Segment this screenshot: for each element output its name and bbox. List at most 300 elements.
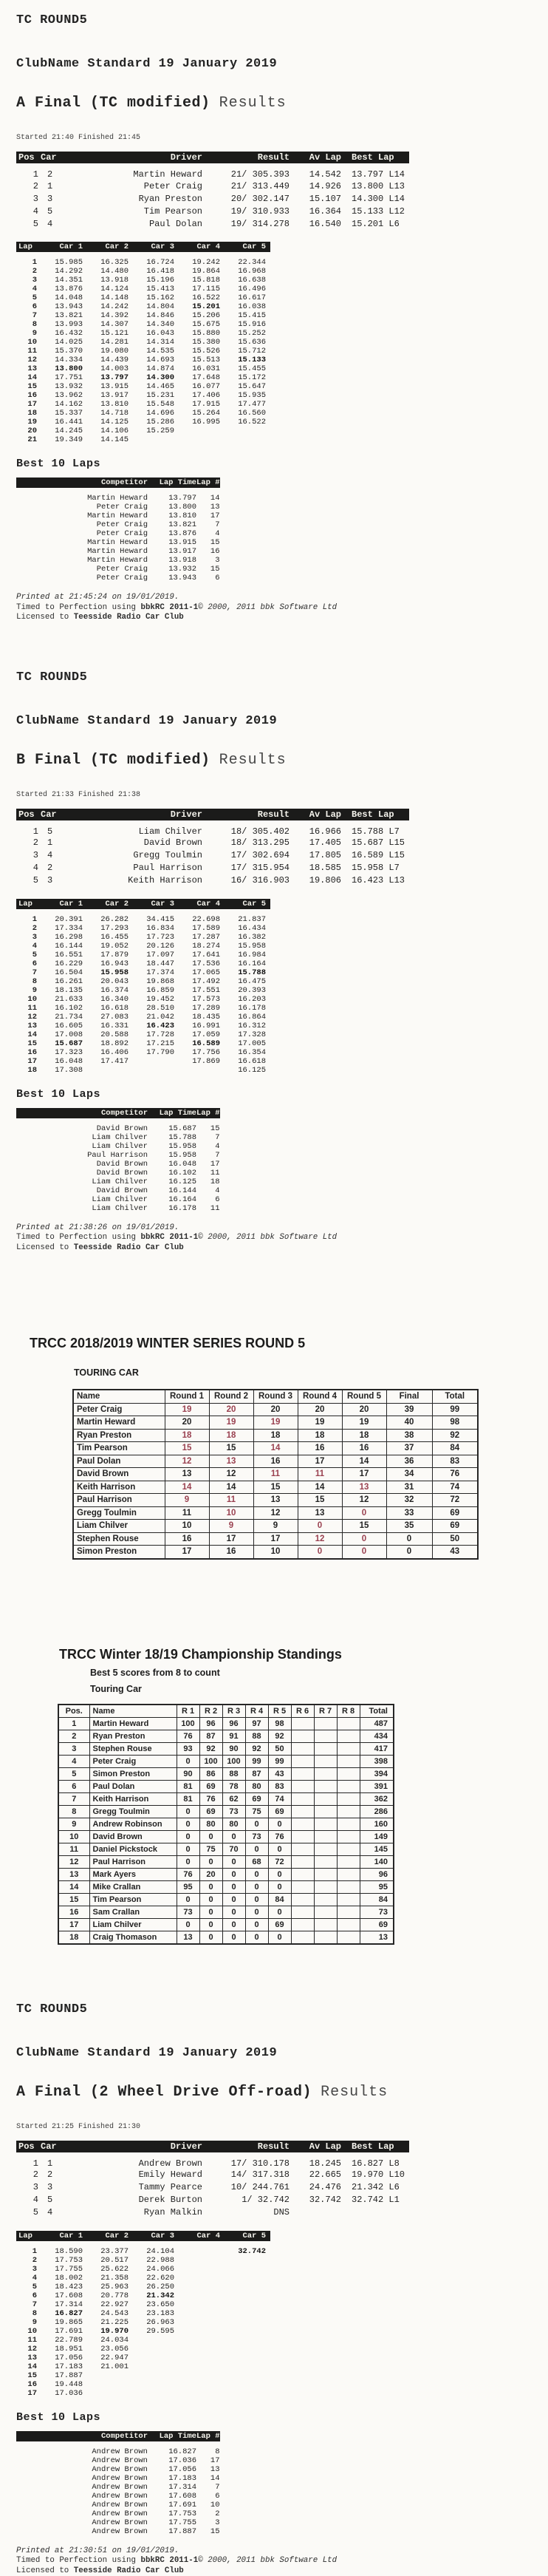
- results-col-header: Pos: [16, 152, 38, 163]
- lap-time-cell: 16.522: [238, 418, 266, 426]
- lap-time-cell: 17.059: [192, 1030, 220, 1039]
- lap-time-cell: 17.869: [192, 1056, 220, 1066]
- lap-time-cell: [179, 2265, 225, 2274]
- lap-time-cell: 16.178: [238, 1003, 266, 1013]
- lap-number-cell: 17: [27, 2388, 37, 2398]
- licensed-prefix: Licensed to: [16, 1243, 74, 1252]
- round-score-cell: 15: [342, 1520, 386, 1533]
- round-score-cell: 0: [245, 1893, 268, 1906]
- standings-row: [58, 1843, 394, 1855]
- points-col-header: Name: [73, 1390, 165, 1403]
- lap-number-cell: 18: [27, 1065, 37, 1075]
- lap-row: [16, 347, 270, 356]
- lap-number-cell: 14: [210, 494, 220, 503]
- lap-time-cell: 22.789: [55, 2335, 83, 2345]
- round-score-cell: 10: [253, 1546, 298, 1559]
- result-row: [16, 2181, 409, 2194]
- best-lap-cell: 13.797 L14: [352, 169, 405, 180]
- result-row: [16, 2194, 409, 2206]
- lap-time-cell: 17.753: [168, 2509, 196, 2518]
- best-lap-row: [16, 538, 220, 547]
- result-row: [16, 205, 409, 217]
- lap-time-cell: 15.380: [192, 338, 220, 347]
- lap-number-cell: 6: [215, 574, 220, 582]
- round-score-cell: [337, 1868, 360, 1880]
- lap-col-header: Car 1: [41, 2231, 87, 2241]
- lap-row: [16, 356, 270, 364]
- round-score-cell: [337, 1730, 360, 1742]
- lap-time-cell: 13.810: [100, 400, 129, 409]
- lap-time-cell: 19.052: [100, 941, 129, 951]
- best-lap-row: [16, 529, 220, 538]
- lap-time-cell: 14.124: [100, 285, 129, 293]
- lap-row: [16, 311, 270, 320]
- driver-name-cell: Paul Dolan: [148, 218, 202, 229]
- position-cell: 1: [32, 826, 38, 837]
- result-row: [16, 820, 409, 837]
- lap-time-cell: 17.374: [146, 968, 174, 977]
- lap-number-cell: 9: [32, 329, 37, 338]
- lap-time-cell: 17.328: [238, 1030, 266, 1039]
- round-score-cell: [291, 1931, 314, 1944]
- best-laps-title: Best 10 Laps: [16, 1087, 101, 1101]
- lap-row: [16, 2362, 270, 2371]
- competitor-name-cell: Paul Harrison: [73, 1494, 165, 1507]
- position-cell: 3: [32, 850, 38, 860]
- lap-col-header: Lap: [16, 242, 41, 252]
- lap-time-cell: [225, 2380, 270, 2389]
- round-score-cell: 18: [342, 1429, 386, 1442]
- round-score-cell: [337, 1918, 360, 1931]
- lap-time-cell: 24.034: [100, 2335, 129, 2345]
- round-score-cell-dropped: 19: [253, 1416, 298, 1430]
- best-lap-cell: 15.788 L7: [352, 826, 400, 837]
- points-row: [73, 1506, 478, 1520]
- club-name: Teesside Radio Car Club: [73, 613, 184, 622]
- position-cell: 2: [58, 1730, 89, 1742]
- licensed-prefix: Licensed to: [16, 613, 74, 622]
- lap-time-cell: [179, 2291, 225, 2300]
- lap-number-cell: 7: [32, 311, 37, 320]
- total-score-cell: 84: [360, 1893, 394, 1906]
- lap-time-cell: 17.573: [192, 994, 220, 1004]
- competitor-name-cell: Simon Preston: [73, 1546, 165, 1559]
- best-lap-row: [16, 2518, 220, 2527]
- lap-number-cell: 11: [210, 1203, 220, 1213]
- best-lap-cell: 15.958 L7: [352, 863, 400, 873]
- lap-time-cell: [225, 2371, 270, 2380]
- average-lap-cell: [290, 2206, 341, 2219]
- results-col-header: Best Lap: [341, 152, 409, 163]
- results-word: Results: [219, 751, 287, 769]
- lap-time-cell: 14.439: [100, 356, 129, 364]
- result-cell: DNS: [273, 2207, 290, 2218]
- lap-time-cell: 22.698: [192, 914, 220, 924]
- lap-time-cell: 17.551: [192, 985, 220, 995]
- best-lap-cell: 16.827 L8: [352, 2158, 400, 2169]
- lap-time-cell: [133, 2354, 179, 2362]
- round-score-cell: [291, 1855, 314, 1868]
- lap-row: [16, 435, 270, 444]
- lap-time-cell: 17.417: [100, 1056, 129, 1066]
- lap-time-cell: 16.618: [100, 1003, 129, 1013]
- results-col-header: Driver: [69, 2141, 202, 2152]
- round-score-cell: 92: [199, 1742, 222, 1755]
- best-lap-row: [16, 503, 220, 512]
- final-score-cell: 33: [386, 1506, 432, 1520]
- lap-time-cell: 17.097: [146, 950, 174, 959]
- lap-time-cell: 16.475: [238, 976, 266, 986]
- lap-number-cell: 20: [27, 426, 37, 435]
- lap-number-cell: 9: [32, 985, 37, 995]
- lap-time-cell: 16.432: [55, 329, 83, 338]
- lap-row: [16, 329, 270, 338]
- round-score-cell: [337, 1767, 360, 1780]
- result-row: [16, 217, 409, 230]
- round-score-cell: 0: [245, 1818, 268, 1830]
- lap-time-cell: [225, 2362, 270, 2371]
- licensed-line: [16, 1243, 548, 1254]
- lap-time-cell: 25.622: [100, 2264, 129, 2274]
- round-score-cell: 75: [199, 1843, 222, 1855]
- round-score-cell: [291, 1906, 314, 1918]
- lap-number-cell: 13: [27, 1021, 37, 1030]
- lap-time-cell: 15.818: [192, 276, 220, 285]
- round-score-cell: 91: [222, 1730, 245, 1742]
- lap-number-cell: 4: [215, 1141, 220, 1151]
- lap-time-cell: 17.879: [100, 950, 129, 959]
- lap-number-cell: 6: [32, 959, 37, 968]
- round-score-cell: [291, 1805, 314, 1818]
- lap-time-cell: 17.056: [168, 2464, 196, 2474]
- lap-time-cell: 16.724: [146, 258, 174, 267]
- lap-row: [16, 320, 270, 329]
- lap-time-cell: 15.958: [168, 1141, 196, 1151]
- round-score-cell: 73: [222, 1805, 245, 1818]
- competitor-name-cell: Mike Crallan: [89, 1880, 177, 1893]
- standings-col-header: Pos.: [58, 1705, 89, 1718]
- licensed-prefix: Licensed to: [16, 2566, 74, 2575]
- lap-time-cell: [179, 1066, 225, 1075]
- round-score-cell: 17: [298, 1455, 342, 1468]
- lap-row: [16, 995, 270, 1004]
- lap-time-cell: 19.080: [100, 347, 129, 356]
- lap-time-cell-best: 16.423: [146, 1021, 174, 1030]
- lap-time-cell: 14.804: [146, 302, 174, 311]
- total-score-cell: 398: [360, 1755, 394, 1767]
- lap-time-cell: 16.455: [100, 932, 129, 942]
- points-col-header: Round 4: [298, 1390, 342, 1403]
- position-cell: 4: [32, 205, 38, 217]
- printed-line: Printed at 21:30:51 on 19/01/2019.: [16, 2546, 179, 2555]
- lap-number-cell: 12: [27, 1012, 37, 1022]
- lap-time-cell: 16.834: [146, 923, 174, 933]
- round-score-cell: 78: [222, 1780, 245, 1792]
- round-score-cell: 100: [177, 1717, 199, 1730]
- lap-number-cell: 16: [27, 391, 37, 400]
- lap-number-cell: 16: [210, 547, 220, 556]
- best-laps-table: [16, 478, 220, 582]
- final-score-cell: 39: [386, 1403, 432, 1416]
- lap-time-cell: [225, 2318, 270, 2327]
- competitor-cell: David Brown: [96, 1168, 148, 1177]
- lap-time-cell: 17.755: [55, 2264, 83, 2274]
- round-score-cell: 16: [253, 1455, 298, 1468]
- total-score-cell: 76: [432, 1468, 478, 1481]
- lap-time-cell: 18.135: [55, 985, 83, 995]
- lap-row: [16, 2256, 270, 2265]
- best-laps-header: [16, 478, 220, 488]
- lap-number-cell: 17: [210, 1159, 220, 1169]
- points-col-header: Final: [386, 1390, 432, 1403]
- result-cell: 16/ 316.903: [230, 875, 290, 886]
- position-cell: 4: [32, 2195, 38, 2205]
- lap-number-cell: 3: [32, 932, 37, 942]
- round-score-cell: 100: [222, 1755, 245, 1767]
- competitor-name-cell: Martin Heward: [73, 1416, 165, 1430]
- lap-time-cell: 14.314: [146, 338, 174, 347]
- lap-time-cell: 23.056: [100, 2344, 129, 2354]
- total-score-cell: 13: [360, 1931, 394, 1944]
- lap-time-cell: 13.800: [168, 503, 196, 512]
- lap-row: [16, 2318, 270, 2327]
- competitor-cell: Martin Heward: [87, 556, 148, 565]
- lap-time-cell: 17.751: [55, 373, 83, 382]
- lap-col-header: Car 1: [41, 242, 87, 252]
- lap-time-cell: [133, 2371, 179, 2380]
- best-lap-cell: 15.133 L12: [352, 205, 405, 217]
- result-cell: 21/ 305.393: [230, 169, 290, 180]
- lap-time-cell: [225, 2291, 270, 2300]
- round-score-cell: 20: [298, 1403, 342, 1416]
- lap-time-cell: 16.038: [238, 302, 266, 311]
- round-score-cell: 0: [268, 1818, 291, 1830]
- total-score-cell: 394: [360, 1767, 394, 1780]
- lap-time-cell: 17.608: [168, 2491, 196, 2501]
- lap-time-cell: 15.286: [146, 418, 174, 426]
- lap-time-cell: 16.382: [238, 932, 266, 942]
- lap-time-cell: 16.340: [100, 994, 129, 1004]
- result-cell: 17/ 310.178: [230, 2158, 290, 2169]
- round-score-cell: 16: [165, 1532, 209, 1546]
- result-row: [16, 2206, 409, 2219]
- round-score-cell: 15: [209, 1442, 253, 1455]
- lap-col-header: Car 4: [179, 899, 225, 909]
- round-score-cell: 0: [268, 1868, 291, 1880]
- best-lap-row: [16, 1118, 220, 1133]
- average-lap-cell: 22.665: [309, 2169, 341, 2180]
- total-score-cell: 98: [432, 1416, 478, 1430]
- round-score-cell: 0: [245, 1906, 268, 1918]
- lap-time-cell: 17.314: [168, 2482, 196, 2492]
- points-row: [73, 1455, 478, 1468]
- lap-number-cell: 2: [32, 923, 37, 933]
- lap-time-cell: 16.164: [168, 1194, 196, 1204]
- lap-time-cell: 16.374: [100, 985, 129, 995]
- round-score-cell: 69: [268, 1805, 291, 1818]
- lap-time-cell: [133, 1057, 179, 1066]
- lap-number-cell: 17: [210, 2456, 220, 2465]
- lap-number-cell: 18: [27, 409, 37, 418]
- lap-time-cell: 13.918: [100, 276, 129, 285]
- lap-number-cell: 8: [32, 976, 37, 986]
- total-score-cell: 84: [432, 1442, 478, 1455]
- club-date-title: ClubName Standard 19 January 2019: [16, 713, 278, 728]
- standings-title: TRCC Winter 18/19 Championship Standings: [59, 1646, 342, 1662]
- round-score-cell-dropped: 18: [165, 1429, 209, 1442]
- lap-number-cell: 17: [27, 1056, 37, 1066]
- best-lap-row: [16, 565, 220, 574]
- round-score-cell-dropped: 0: [298, 1520, 342, 1533]
- lap-time-cell: 24.543: [100, 2308, 129, 2318]
- lap-time-cell: 21.358: [100, 2273, 129, 2283]
- round-score-cell: 14: [209, 1481, 253, 1494]
- average-lap-cell: 17.405: [309, 837, 341, 848]
- total-score-cell: 362: [360, 1792, 394, 1805]
- lap-time-cell: 16.077: [192, 382, 220, 391]
- standings-col-header: R 6: [291, 1705, 314, 1718]
- best-laps-header: [16, 2431, 220, 2441]
- lap-time-cell: 25.963: [100, 2282, 129, 2291]
- points-row: [73, 1403, 478, 1416]
- lap-time-cell: 15.455: [238, 364, 266, 373]
- position-cell: 3: [58, 1742, 89, 1755]
- lap-number-cell: 6: [215, 1194, 220, 1204]
- best-laps-col-header: Lap Time: [148, 1108, 196, 1118]
- round-score-cell: [337, 1830, 360, 1843]
- position-cell: 12: [58, 1855, 89, 1868]
- started-finished-line: Started 21:33 Finished 21:38: [16, 790, 141, 799]
- lap-time-cell: 16.325: [100, 258, 129, 267]
- best-lap-cell: 15.201 L6: [352, 218, 400, 229]
- round-score-cell: 69: [199, 1780, 222, 1792]
- round-score-cell-dropped: 19: [209, 1416, 253, 1430]
- lap-time-cell: 15.880: [192, 329, 220, 338]
- lap-time-cell: 13.821: [55, 311, 83, 320]
- lap-time-cell: 15.958: [168, 1150, 196, 1160]
- lap-time-cell: 15.958: [238, 941, 266, 951]
- round-score-cell: [291, 1780, 314, 1792]
- competitor-cell: Peter Craig: [96, 529, 148, 538]
- round-score-cell: 70: [222, 1843, 245, 1855]
- lap-time-cell: 15.370: [55, 347, 83, 356]
- lap-number-cell: 13: [27, 2353, 37, 2362]
- round-score-cell: [314, 1730, 337, 1742]
- round-score-cell: 0: [245, 1843, 268, 1855]
- round-score-cell: 87: [199, 1730, 222, 1742]
- best-lap-row: [16, 1186, 220, 1195]
- lap-time-cell: 23.650: [146, 2300, 174, 2309]
- lap-time-cell: 16.229: [55, 959, 83, 968]
- lap-number-cell: 3: [215, 2518, 220, 2527]
- results-col-header: Result: [202, 2141, 290, 2152]
- competitor-cell: Peter Craig: [96, 520, 148, 529]
- standings-col-header: R 7: [314, 1705, 337, 1718]
- best-lap-row: [16, 2483, 220, 2492]
- standings-row: [58, 1780, 394, 1792]
- lap-time-cell: 14.693: [146, 356, 174, 364]
- points-row: [73, 1429, 478, 1442]
- round-score-cell: [291, 1818, 314, 1830]
- lap-time-cell: 21.837: [238, 914, 266, 924]
- lap-number-cell: 6: [215, 2491, 220, 2501]
- lap-row: [16, 364, 270, 373]
- round-score-cell-dropped: 11: [298, 1468, 342, 1481]
- points-row: [73, 1468, 478, 1481]
- round-score-cell: 43: [268, 1767, 291, 1780]
- event-title: [16, 2084, 548, 2101]
- lap-time-cell: 17.065: [192, 968, 220, 977]
- lap-number-cell: 7: [215, 520, 220, 529]
- results-col-header: Pos: [16, 2141, 38, 2152]
- round-score-cell: 92: [268, 1730, 291, 1742]
- lap-times-table: [16, 899, 270, 1075]
- lap-time-cell: 15.337: [55, 409, 83, 418]
- standings-col-header: R 5: [268, 1705, 291, 1718]
- competitor-cell: Andrew Brown: [92, 2500, 148, 2509]
- round-score-cell: [291, 1717, 314, 1730]
- lap-number-cell: 21: [27, 435, 37, 444]
- total-score-cell: 83: [432, 1455, 478, 1468]
- round-score-cell: 0: [222, 1855, 245, 1868]
- round-score-cell: 99: [245, 1755, 268, 1767]
- results-col-header: Car: [38, 2141, 69, 2152]
- best-lap-cell: 16.423 L13: [352, 875, 405, 886]
- lap-time-cell: 16.312: [238, 1021, 266, 1030]
- lap-time-cell: 14.125: [100, 418, 129, 426]
- lap-number-cell: 10: [27, 2326, 37, 2336]
- lap-time-cell: [225, 2389, 270, 2398]
- lap-row: [16, 2371, 270, 2380]
- lap-time-cell-best: 15.788: [238, 968, 266, 977]
- lap-number-cell: 12: [27, 356, 37, 364]
- results-col-header: Driver: [69, 152, 202, 163]
- lap-time-cell: 13.797: [168, 494, 196, 503]
- lap-time-cell: [225, 2336, 270, 2345]
- lap-time-cell-best: 15.958: [100, 968, 129, 977]
- lap-table-header: [16, 242, 270, 252]
- position-cell: 5: [32, 218, 38, 229]
- lap-col-header: Lap: [16, 899, 41, 909]
- best-lap-row: [16, 1177, 220, 1186]
- results-table-header: [16, 2141, 409, 2152]
- lap-time-cell: 15.548: [146, 400, 174, 409]
- points-col-header: Round 3: [253, 1390, 298, 1403]
- average-lap-cell: 16.540: [309, 218, 341, 229]
- results-col-header: Driver: [69, 809, 202, 820]
- lap-time-cell-best: 13.800: [55, 364, 83, 373]
- round-score-cell: 0: [199, 1918, 222, 1931]
- lap-row: [16, 942, 270, 951]
- lap-number-cell: 2: [215, 2509, 220, 2518]
- position-cell: 2: [32, 180, 38, 191]
- position-cell: 13: [58, 1868, 89, 1880]
- result-cell: 14/ 317.318: [230, 2169, 290, 2180]
- competitor-name-cell: Tim Pearson: [89, 1893, 177, 1906]
- lap-time-cell: 14.340: [146, 320, 174, 329]
- lap-time-cell: 15.712: [238, 347, 266, 356]
- lap-time-cell: 16.125: [168, 1177, 196, 1186]
- round-score-cell: [314, 1755, 337, 1767]
- copyright-text: © 2000, 2011 bbk Software Ltd: [198, 2556, 338, 2565]
- round-score-cell: [337, 1818, 360, 1830]
- lap-time-cell: 18.435: [192, 1012, 220, 1022]
- round-score-cell: [337, 1931, 360, 1944]
- lap-time-cell: 22.344: [238, 258, 266, 267]
- round-score-cell: [314, 1868, 337, 1880]
- standings-row: [58, 1767, 394, 1780]
- lap-col-header: Car 2: [87, 2231, 133, 2241]
